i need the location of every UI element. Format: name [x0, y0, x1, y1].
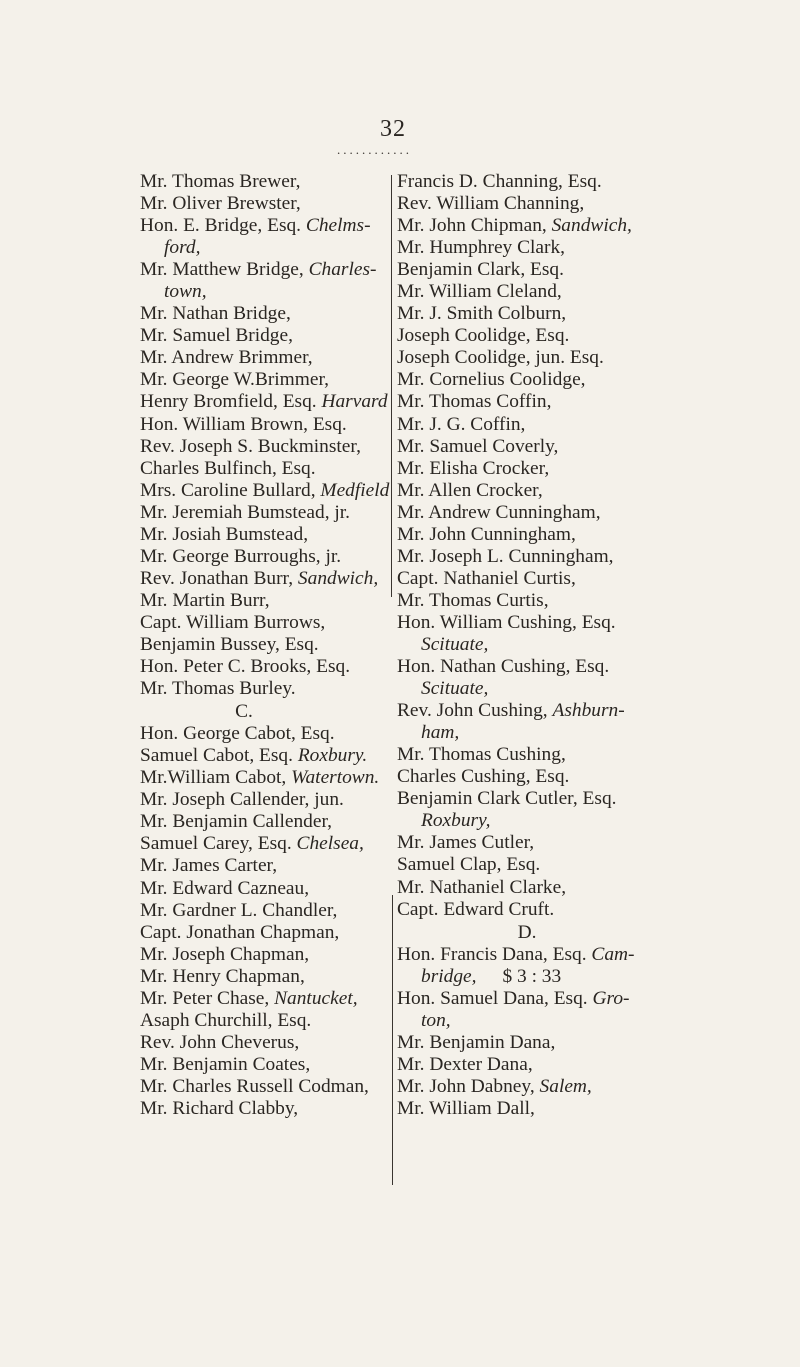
place-name: Chelms-	[305, 215, 371, 237]
subscriber-entry	[397, 854, 697, 876]
subscriber-entry	[397, 1032, 697, 1054]
place-name: Roxbury.	[297, 745, 368, 767]
subscriber-entry	[397, 281, 697, 303]
subscriber-name: Mr. Gardner L. Chandler,	[140, 899, 338, 921]
subscriber-name: Samuel Carey, Esq.	[140, 833, 297, 855]
subscriber-name: D.	[517, 921, 537, 943]
subscriber-entry	[140, 369, 388, 391]
subscriber-entry	[397, 1010, 697, 1032]
place-name: Medfield	[320, 479, 390, 501]
subscriber-name: Mr. Benjamin Dana,	[397, 1031, 556, 1053]
subscriber-entry	[397, 612, 697, 634]
subscriber-name: Rev. John Cushing,	[397, 700, 553, 722]
subscriber-name: Mr. William Dall,	[397, 1097, 535, 1119]
place-name: Ashburn-	[552, 700, 625, 722]
subscriber-entry	[397, 480, 697, 502]
subscriber-name: Mr. Nathaniel Clarke,	[397, 876, 567, 898]
subscriber-entry	[140, 171, 388, 193]
subscriber-name: Mr. Joseph Callender, jun.	[140, 789, 344, 811]
subscriber-entry	[397, 590, 697, 612]
subscriber-name: Mr. Charles Russell Codman,	[140, 1075, 369, 1097]
place-name: town,	[164, 281, 207, 303]
section-letter	[140, 701, 388, 723]
place-name: Gro-	[592, 987, 630, 1009]
subscriber-name: Mr. Thomas Brewer,	[140, 171, 301, 192]
subscriber-entry	[140, 237, 388, 259]
subscriber-entry	[397, 678, 697, 700]
subscriber-entry	[140, 391, 388, 413]
subscriber-name: Mr. Thomas Curtis,	[397, 589, 549, 611]
subscriber-name: Asaph Churchill, Esq.	[140, 1009, 312, 1031]
subscriber-entry	[397, 766, 697, 788]
subscriber-name: Mr. George Burroughs, jr.	[140, 545, 342, 567]
subscriber-entry	[397, 458, 697, 480]
subscriber-entry	[140, 634, 388, 656]
subscriber-name: Mr. Nathan Bridge,	[140, 303, 291, 325]
subscriber-entry	[140, 1076, 388, 1098]
subscriber-name: Hon. Francis Dana, Esq.	[397, 943, 592, 965]
subscriber-entry	[140, 723, 388, 745]
subscriber-name: Charles Cushing, Esq.	[397, 766, 570, 788]
subscriber-entry	[140, 524, 388, 546]
subscriber-entry	[397, 524, 697, 546]
subscriber-entry	[397, 436, 697, 458]
subscription-amount: $ 3 : 33	[502, 965, 562, 987]
subscriber-entry	[397, 899, 697, 921]
subscriber-entry	[397, 700, 697, 722]
subscriber-name: Mr. J. Smith Colburn,	[397, 303, 567, 325]
subscriber-entry	[140, 988, 388, 1010]
subscriber-entry	[397, 171, 697, 193]
place-name: Sandwich,	[297, 567, 379, 589]
subscriber-entry	[397, 722, 697, 744]
column-divider	[391, 175, 392, 597]
subscriber-name: Mr. Samuel Bridge,	[140, 325, 293, 347]
subscriber-entry	[397, 634, 697, 656]
subscriber-entry	[397, 1098, 697, 1120]
subscriber-entry	[397, 1054, 697, 1076]
subscriber-name: Mr. Cornelius Coolidge,	[397, 369, 586, 391]
subscriber-name: Rev. Jonathan Burr,	[140, 567, 298, 589]
subscriber-entry	[140, 347, 388, 369]
subscriber-name: Henry Bromfield, Esq.	[140, 391, 322, 413]
subscriber-name: Mr. Andrew Brimmer,	[140, 347, 313, 369]
subscriber-name: Mr.William Cabot,	[140, 767, 292, 789]
right-column	[397, 171, 697, 1120]
subscriber-name: Mr. John Dabney,	[397, 1075, 540, 1097]
subscriber-name: Hon. William Brown, Esq.	[140, 413, 347, 435]
subscriber-name: Benjamin Bussey, Esq.	[140, 633, 319, 655]
ornament-dots: ............	[337, 142, 412, 157]
subscriber-name: Capt. William Burrows,	[140, 611, 326, 633]
subscriber-entry	[397, 502, 697, 524]
subscriber-name: Joseph Coolidge, jun. Esq.	[397, 347, 604, 369]
section-letter	[397, 922, 697, 944]
subscriber-entry	[397, 966, 697, 988]
subscriber-entry	[397, 788, 697, 810]
subscriber-name: Mr. John Chipman,	[397, 215, 552, 237]
subscriber-entry	[140, 878, 388, 900]
subscriber-name: Mr. Thomas Coffin,	[397, 391, 552, 413]
subscriber-name: Mr. Elisha Crocker,	[397, 457, 550, 479]
subscriber-entry	[397, 347, 697, 369]
place-name: Scituate,	[421, 678, 489, 700]
subscriber-entry	[140, 767, 388, 789]
subscriber-name: Mr. George W.Brimmer,	[140, 369, 329, 391]
subscriber-name: Benjamin Clark Cutler, Esq.	[397, 788, 617, 810]
subscriber-name: Mr. Edward Cazneau,	[140, 877, 310, 899]
page-number: 32	[380, 116, 406, 142]
subscriber-name: Mr. James Carter,	[140, 855, 278, 877]
subscriber-name: Rev. William Channing,	[397, 193, 585, 215]
subscriber-name: Charles Bulfinch, Esq.	[140, 457, 316, 479]
subscriber-name: Mr. William Cleland,	[397, 281, 562, 303]
subscriber-name: Capt. Edward Cruft.	[397, 898, 555, 920]
subscriber-name: Hon. William Cushing, Esq.	[397, 611, 616, 633]
subscriber-name: Samuel Clap, Esq.	[397, 854, 541, 876]
subscriber-entry	[140, 259, 388, 281]
place-name: Charles-	[308, 259, 377, 281]
subscriber-entry	[140, 303, 388, 325]
subscriber-entry	[397, 1076, 697, 1098]
subscriber-name: Rev. John Cheverus,	[140, 1031, 300, 1053]
subscriber-entry	[140, 1032, 388, 1054]
place-name: Chelsea,	[296, 833, 364, 855]
subscriber-entry	[140, 414, 388, 436]
subscriber-name: Benjamin Clark, Esq.	[397, 259, 564, 281]
subscriber-entry	[397, 568, 697, 590]
subscriber-name: Mr. J. G. Coffin,	[397, 413, 526, 435]
subscriber-entry	[140, 612, 388, 634]
subscriber-entry	[397, 391, 697, 413]
subscriber-entry	[140, 1054, 388, 1076]
place-name: Scituate,	[421, 633, 489, 655]
subscriber-name: Mr. Dexter Dana,	[397, 1053, 533, 1075]
subscriber-name: Mr. Benjamin Coates,	[140, 1053, 311, 1075]
subscriber-entry	[140, 922, 388, 944]
subscriber-entry	[140, 789, 388, 811]
subscriber-name: Capt. Jonathan Chapman,	[140, 921, 340, 943]
subscriber-entry	[140, 502, 388, 524]
subscriber-entry	[140, 1098, 388, 1120]
subscriber-name: Mr. Jeremiah Bumstead, jr.	[140, 501, 351, 523]
place-name: Watertown.	[291, 767, 380, 789]
subscriber-name: Mr. Peter Chase,	[140, 987, 275, 1009]
subscriber-entry	[140, 1010, 388, 1032]
subscriber-name: Mr. Richard Clabby,	[140, 1097, 299, 1119]
subscriber-entry	[397, 237, 697, 259]
subscriber-name: Mr. Samuel Coverly,	[397, 435, 559, 457]
subscriber-entry	[140, 855, 388, 877]
place-name: ham,	[421, 722, 460, 744]
subscriber-entry	[397, 832, 697, 854]
subscriber-entry	[140, 436, 388, 458]
place-name: ford,	[164, 237, 201, 259]
subscriber-entry	[397, 303, 697, 325]
subscriber-name: Hon. Samuel Dana, Esq.	[397, 987, 593, 1009]
subscriber-entry	[397, 546, 697, 568]
subscriber-entry	[397, 325, 697, 347]
subscriber-entry	[140, 546, 388, 568]
subscriber-name: Joseph Coolidge, Esq.	[397, 325, 570, 347]
subscriber-entry	[140, 966, 388, 988]
place-name: bridge,	[421, 965, 477, 987]
subscriber-name: Mr. Joseph L. Cunningham,	[397, 545, 614, 567]
subscriber-entry	[140, 480, 388, 502]
subscriber-name: Mr. Thomas Burley.	[140, 678, 296, 700]
subscriber-entry	[397, 744, 697, 766]
subscriber-name: Mrs. Caroline Bullard,	[140, 479, 321, 501]
subscriber-name: Mr. Benjamin Callender,	[140, 811, 333, 833]
subscriber-entry	[140, 590, 388, 612]
subscriber-name: Francis D. Channing, Esq.	[397, 171, 602, 192]
subscriber-entry	[397, 944, 697, 966]
subscriber-entry	[140, 745, 388, 767]
place-name: Salem,	[539, 1075, 592, 1097]
subscriber-entry	[397, 215, 697, 237]
subscriber-entry	[397, 656, 697, 678]
subscriber-name: Mr. Martin Burr,	[140, 589, 270, 611]
subscriber-entry	[397, 369, 697, 391]
subscriber-name: Mr. Andrew Cunningham,	[397, 501, 601, 523]
subscriber-name: Hon. George Cabot, Esq.	[140, 723, 335, 745]
place-name: Nantucket,	[274, 987, 358, 1009]
subscriber-entry	[140, 215, 388, 237]
subscriber-entry	[140, 193, 388, 215]
subscriber-entry	[140, 944, 388, 966]
subscriber-name: Mr. Matthew Bridge,	[140, 259, 309, 281]
subscriber-name: Hon. Peter C. Brooks, Esq.	[140, 656, 351, 678]
subscriber-entry	[397, 259, 697, 281]
subscriber-name: Capt. Nathaniel Curtis,	[397, 567, 576, 589]
subscriber-entry	[397, 988, 697, 1010]
subscriber-entry	[140, 458, 388, 480]
subscriber-name: Hon. Nathan Cushing, Esq.	[397, 656, 610, 678]
subscriber-name: Mr. Allen Crocker,	[397, 479, 543, 501]
subscriber-entry	[140, 811, 388, 833]
subscriber-name: Mr. Josiah Bumstead,	[140, 523, 309, 545]
subscriber-name: Mr. Henry Chapman,	[140, 965, 305, 987]
subscriber-entry	[140, 678, 388, 700]
subscriber-name: Mr. John Cunningham,	[397, 523, 576, 545]
subscriber-name: C.	[235, 701, 253, 723]
subscriber-name: Mr. Humphrey Clark,	[397, 237, 566, 259]
subscriber-entry	[397, 414, 697, 436]
subscriber-entry	[397, 877, 697, 899]
subscriber-entry	[140, 833, 388, 855]
column-divider	[392, 895, 393, 1185]
subscriber-entry	[140, 325, 388, 347]
subscriber-name: Samuel Cabot, Esq.	[140, 745, 298, 767]
subscriber-entry	[397, 193, 697, 215]
left-column	[140, 171, 388, 1120]
subscriber-entry	[140, 281, 388, 303]
place-name: ton,	[421, 1009, 451, 1031]
subscriber-name: Mr. Oliver Brewster,	[140, 193, 301, 215]
subscriber-entry	[397, 810, 697, 832]
subscriber-name: Hon. E. Bridge, Esq.	[140, 215, 306, 237]
subscriber-entry	[140, 656, 388, 678]
place-name: Harvard	[321, 391, 388, 413]
place-name: Cam-	[591, 943, 635, 965]
place-name: Sandwich,	[551, 215, 632, 237]
subscriber-name: Rev. Joseph S. Buckminster,	[140, 435, 361, 457]
subscriber-entry	[140, 568, 388, 590]
place-name: Roxbury,	[421, 810, 491, 832]
subscriber-name: Mr. James Cutler,	[397, 832, 535, 854]
subscriber-name: Mr. Thomas Cushing,	[397, 744, 566, 766]
subscriber-name: Mr. Joseph Chapman,	[140, 943, 310, 965]
subscriber-entry	[140, 900, 388, 922]
